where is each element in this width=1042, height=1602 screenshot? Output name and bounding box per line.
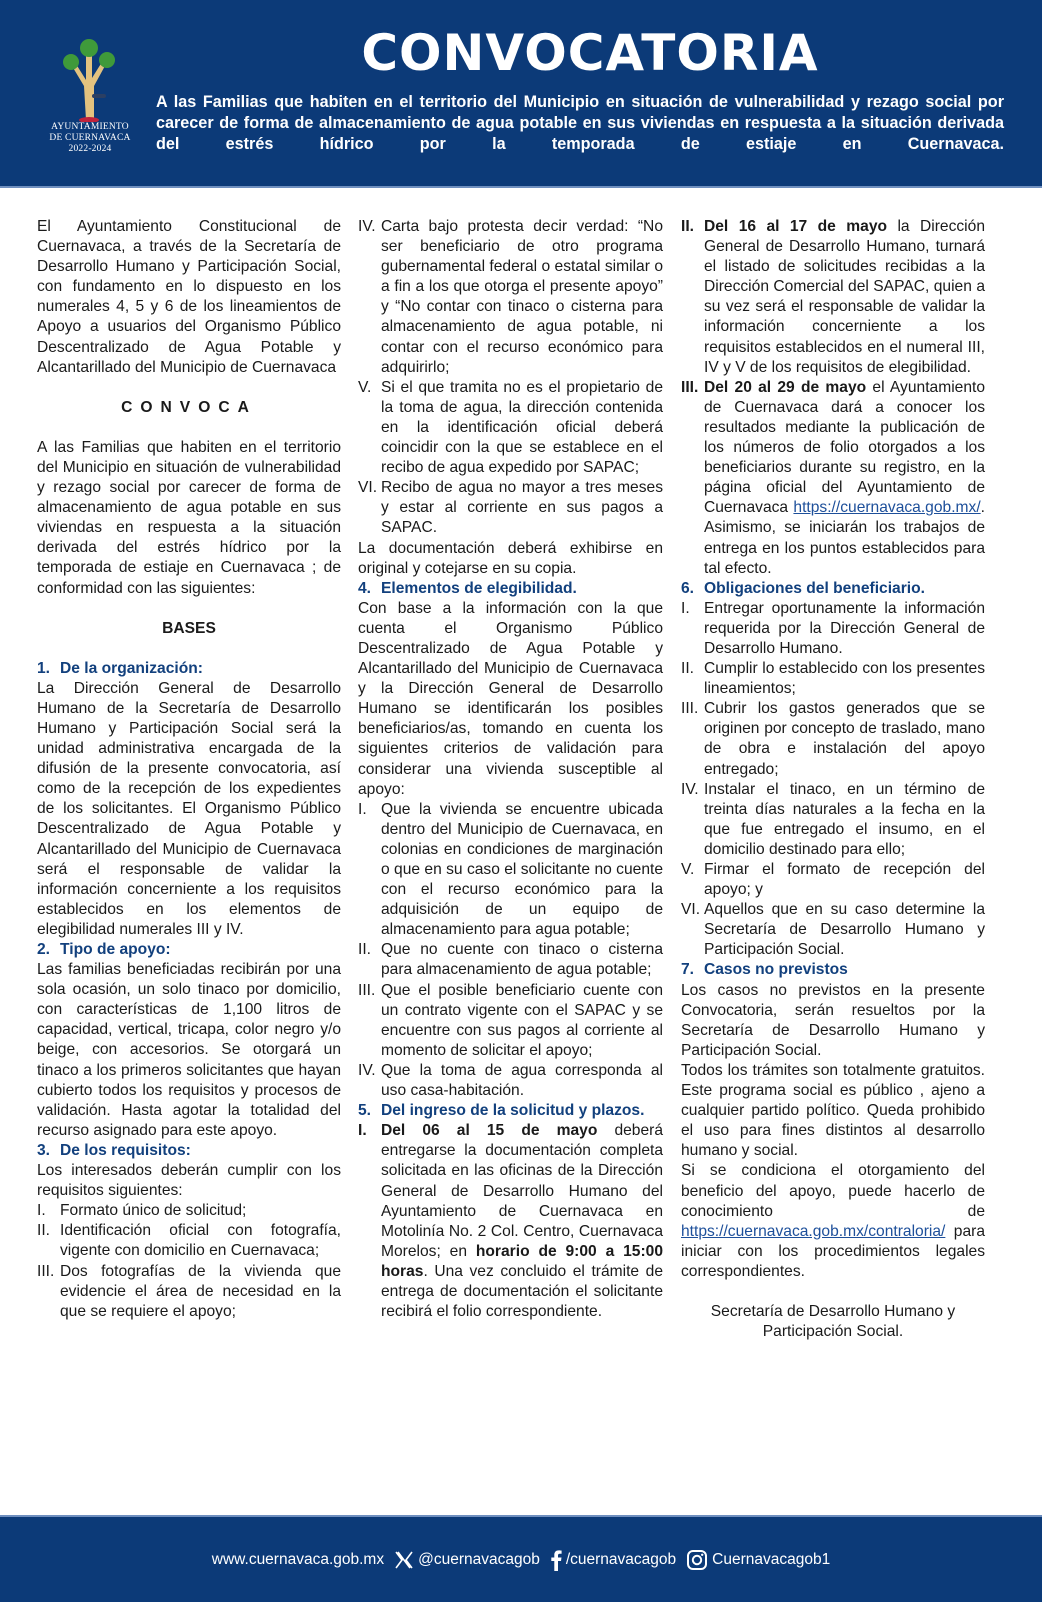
list-item <box>681 217 985 378</box>
notice-text: para iniciar con los procedimientos legales correspondientes. <box>681 1222 985 1280</box>
item-text: . Asimismo, se iniciarán los trabajos de entrega en los puntos establecidos para tal efecto. <box>704 499 985 577</box>
section-number: 1. <box>37 659 51 677</box>
item-text: . Una vez concluido el trámite de entrega de documentación el solicitante recibirá el folio correspondiente. <box>381 1262 663 1321</box>
x-logo-icon <box>394 1550 414 1570</box>
list-item-text: Que el posible beneficiario cuente con un contrato vigente con el SAPAC y se encuentre con sus pagos al corriente al momento de solicitar el apoyo; <box>381 981 663 1059</box>
item-text: deberá entregarse la documentación completa solicitada en las oficinas de la Dirección General de Desarrollo Humano del Ayuntamiento de Cuernavaca en Motolinía No. 2 Col. Centro, Cuernavaca Morelos; en <box>381 1122 664 1260</box>
footer-website[interactable] <box>212 1551 384 1569</box>
list-item-text: Dos fotografías de la vivienda que evidencie el área de necesidad en la que se requiere el apoyo; <box>60 1262 341 1320</box>
section-title: De los requisitos: <box>60 1141 191 1159</box>
convoca-paragraph: A las Familias que habiten en el territorio del Municipio en situación de vulnerabilidad y rezago social por carecer de forma de almacenamiento de agua potable en sus viviendas en respuesta a la situación derivada del estrés hídrico por la temporada de estiaje en Cuernavaca ; de conformidad con las siguientes: <box>37 438 341 597</box>
footer-facebook[interactable] <box>550 1549 676 1571</box>
roman-numeral: III. <box>681 378 699 396</box>
gratuity-notice: Todos los trámites son totalmente gratuitos. Este programa social es público , ajeno a cualquier partido político. Queda prohibido el uso para fines distintos al desarrollo humano y social. <box>681 1061 985 1160</box>
list-item-text <box>704 217 985 378</box>
section-number: 4. <box>358 579 372 597</box>
signature-line-1: Secretaría de Desarrollo Humano y <box>710 1302 956 1320</box>
page-subtitle: A las Familias que habiten en el territorio del Municipio en situación de vulnerabilidad y rezago social por carecer de forma de almacenamiento de agua potable en sus viviendas en respuesta a la situación derivada del estrés hídrico por la temporada de estiaje en Cuernavaca. <box>156 93 1004 153</box>
section-7-heading <box>681 960 985 980</box>
contraloria-link[interactable]: https://cuernavaca.gob.mx/contraloria/ <box>681 1222 946 1240</box>
office-hours: horario de 9:00 a 15:00 horas <box>381 1242 664 1280</box>
list-item-text: Instalar el tinaco, en un término de treinta días naturales a la fecha en la que fue entregado el insumo, en el domicilio destinado para ello; <box>704 780 985 858</box>
logo-line-2: DE CUERNAVACA <box>49 133 131 143</box>
website-link[interactable]: https://cuernavaca.gob.mx/ <box>793 499 981 517</box>
list-item <box>681 659 985 699</box>
facebook-icon <box>550 1549 562 1571</box>
list-item-text: Si el que tramita no es el propietario de la toma de agua, la dirección contenida en la identificación oficial deberá coincidir con la que se establece en el recibo de agua expedido por SAPAC; <box>381 378 663 477</box>
date-range: Del 06 al 15 de mayo <box>381 1122 598 1140</box>
section-title: Tipo de apoyo: <box>60 941 171 958</box>
list-item <box>358 981 663 1061</box>
date-range: Del 16 al 17 de mayo <box>704 218 888 235</box>
section-title: Elementos de elegibilidad. <box>381 579 577 597</box>
section-title: Obligaciones del beneficiario. <box>704 579 925 597</box>
section-title: Casos no previstos <box>704 961 848 979</box>
roman-numeral: II. <box>358 941 371 959</box>
section-3-heading <box>37 1141 341 1161</box>
complaint-notice <box>681 1161 985 1282</box>
header-banner <box>0 0 1042 188</box>
section-2-text: Las familias beneficiadas recibirán por una sola ocasión, un solo tinaco por domicilio, con características de 1,100 litros de capacidad, vertical, tricapa, color negro y/o beige, con accesorios. Se otorgará un tinaco a los primeros solicitantes que hayan cubierto todos los requisitos y procesos de validación. Hasta agotar la totalidad del recurso asignado para este apoyo. <box>37 961 341 1139</box>
list-item <box>681 699 985 779</box>
instagram-icon <box>686 1549 708 1571</box>
list-item-text: Formato único de solicitud; <box>60 1202 247 1220</box>
roman-numeral: III. <box>681 700 699 718</box>
list-item <box>37 1221 341 1261</box>
list-item-text: Recibo de agua no mayor a tres meses y estar al corriente en sus pagos a SAPAC. <box>381 479 663 537</box>
section-3-text: Los interesados deberán cumplir con los requisitos siguientes: <box>37 1162 341 1200</box>
convoca-heading: CONVOCA <box>121 398 257 416</box>
x-handle: @cuernavacagob <box>418 1550 540 1568</box>
tree-logo-icon <box>58 36 122 122</box>
roman-numeral: I. <box>37 1202 46 1220</box>
list-item <box>358 478 663 538</box>
website-text: www.cuernavaca.gob.mx <box>211 1550 385 1568</box>
section-6-heading <box>681 579 985 599</box>
list-item <box>358 217 663 378</box>
roman-numeral: IV. <box>358 218 376 235</box>
roman-numeral: VI. <box>681 901 701 919</box>
section-2-heading <box>37 940 341 960</box>
list-item-text: Que la vivienda se encuentre ubicada dentro del Municipio de Cuernavaca, en colonias en condiciones de marginación o que en su caso el solicitante no cuente con el recurso económico para la adquisición de un equipo de almacenamiento para agua potable; <box>381 800 663 939</box>
roman-numeral: II. <box>681 218 694 235</box>
section-number: 2. <box>37 941 51 958</box>
section-1-heading <box>37 659 341 679</box>
item-text: el Ayuntamiento de Cuernavaca dará a conocer los resultados mediante la publicación de los números de folio otorgados a los beneficiarios durante su registro, en la página oficial del Ayuntamiento de Cuernavaca <box>704 378 986 517</box>
instagram-handle: Cuernavacagob1 <box>712 1550 831 1568</box>
logo-line-3: 2022-2024 <box>68 144 112 154</box>
list-item <box>358 940 663 980</box>
list-item <box>681 780 985 860</box>
section-title: Del ingreso de la solicitud y plazos. <box>381 1102 645 1120</box>
section-title: De la organización: <box>60 659 203 677</box>
date-range: Del 20 al 29 de mayo <box>704 378 867 396</box>
roman-numeral: I. <box>358 1122 367 1140</box>
roman-numeral: III. <box>37 1262 55 1280</box>
footer-x[interactable] <box>394 1550 540 1570</box>
list-item <box>358 378 663 478</box>
section-5-heading <box>358 1101 663 1121</box>
list-item <box>681 378 985 579</box>
roman-numeral: II. <box>681 660 694 678</box>
roman-numeral: I. <box>681 599 690 617</box>
intro-paragraph: El Ayuntamiento Constitucional de Cuernavaca, a través de la Secretaría de Desarrollo Humano y Participación Social, con fundamento en lo dispuesto en los numerales 4, 5 y 6 de los lineamientos de Apoyo a usuarios del Organismo Público Descentralizado de Agua Potable y Alcantarillado del Municipio de Cuernavaca <box>37 218 341 376</box>
column-3 <box>681 217 985 1342</box>
page-title: CONVOCATORIA <box>361 24 819 82</box>
list-item-text: Carta bajo protesta decir verdad: “No ser beneficiario de otro programa gubernamental federal o estatal similar o a fin a los que otorga el presente apoyo” y “No contar con tinaco o cisterna para almacenamiento de agua potable, ni contar con el recurso económico para adquirirlo; <box>381 218 663 376</box>
bases-heading: BASES <box>162 619 216 637</box>
notice-text: Si se condiciona el otorgamiento del beneficio del apoyo, puede hacerlo de conocimiento de <box>681 1162 985 1220</box>
list-item <box>358 800 663 941</box>
footer-bar <box>0 1515 1042 1602</box>
section-7-text: Los casos no previstos en la presente Convocatoria, serán resueltos por la Secretaría de Desarrollo Humano y Participación Social. <box>681 981 985 1059</box>
list-item-text: Aquellos que en su caso determine la Secretaría de Desarrollo Humano y Participación Social. <box>704 901 985 959</box>
list-item <box>358 1061 663 1101</box>
section-number: 5. <box>358 1102 372 1120</box>
roman-numeral: IV. <box>358 1061 376 1079</box>
section-4-text: Con base a la información con la que cuenta el Organismo Público Descentralizado de Agua Potable y Alcantarillado del Municipio de Cuernavaca y la Dirección General de Desarrollo Humano se identificarán los posibles beneficiarios/as, tomando en cuenta los siguientes criterios de validación para considerar una vivienda susceptible al apoyo: <box>358 599 663 798</box>
list-item-text: Que la toma de agua corresponda al uso casa-habitación. <box>381 1061 663 1100</box>
section-number: 7. <box>681 961 695 979</box>
list-item-text: Identificación oficial con fotografía, vigente con domicilio en Cuernavaca; <box>60 1222 341 1260</box>
section-4-heading <box>358 579 663 599</box>
column-1 <box>37 217 341 1322</box>
section-3-note: La documentación deberá exhibirse en original y cotejarse en su copia. <box>358 539 663 577</box>
list-item-text: Firmar el formato de recepción del apoyo; y <box>704 861 985 899</box>
item-text: la Dirección General de Desarrollo Humano, turnará el listado de solicitudes recibidas a la Dirección Comercial del SAPAC, quien a su vez será el responsable de validar la información concerniente a los requisitos establecidos en el numeral III, IV y V de los requisitos de elegibilidad. <box>704 218 985 376</box>
roman-numeral: III. <box>358 981 376 999</box>
column-2 <box>358 217 663 1322</box>
list-item-text: Cubrir los gastos generados que se originen por concepto de traslado, mano de obra e instalación del apoyo entregado; <box>704 700 985 778</box>
list-item <box>681 900 985 960</box>
list-item <box>37 1262 341 1322</box>
ayuntamiento-logo <box>40 36 140 156</box>
roman-numeral: V. <box>681 861 695 878</box>
logo-line-1: AYUNTAMIENTO <box>51 122 129 132</box>
list-item-text <box>704 378 985 579</box>
list-item <box>681 860 985 900</box>
signature-line-2: Participación Social. <box>762 1323 904 1341</box>
section-number: 3. <box>37 1141 51 1159</box>
list-item-text: Entregar oportunamente la información requerida por la Dirección General de Desarrollo Humano. <box>704 599 985 657</box>
list-item <box>358 1121 663 1322</box>
facebook-handle: /cuernavacagob <box>565 1550 677 1568</box>
list-item-text: Cumplir lo establecido con los presentes lineamientos; <box>704 660 985 698</box>
list-item <box>681 599 985 659</box>
list-item-text <box>381 1121 663 1322</box>
section-1-text: La Dirección General de Desarrollo Humano de la Secretaría de Desarrollo Humano y Participación Social será la unidad administrativa encargada de la difusión de la presente convocatoria, así como de la recepción de los expedientes de los solicitantes. El Organismo Público Descentralizado de Agua Potable y Alcantarillado del Municipio de Cuernavaca será el responsable de validar la información concerniente a los requisitos establecidos en los elementos de elegibilidad numerales III y IV. <box>37 679 341 938</box>
roman-numeral: VI. <box>358 479 378 497</box>
list-item-text: Que no cuente con tinaco o cisterna para almacenamiento de agua potable; <box>381 941 663 979</box>
footer-instagram[interactable] <box>686 1549 830 1571</box>
section-number: 6. <box>681 579 695 597</box>
roman-numeral: II. <box>37 1222 50 1240</box>
roman-numeral: V. <box>358 378 372 396</box>
list-item <box>37 1201 341 1221</box>
roman-numeral: IV. <box>681 780 699 798</box>
roman-numeral: I. <box>358 800 367 818</box>
